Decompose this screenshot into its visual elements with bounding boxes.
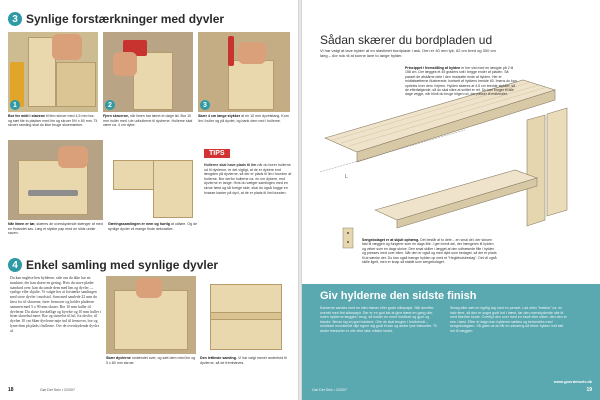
step-1-caption: Bor for midt i stavene til fem skruer med 4,5 mm bor, og sæt tile to pladser med lim og skruer 5½ x 60 mm. Til skruer samling skal du ikke bruge skuemærker. [8, 114, 98, 128]
step-3-photo [198, 32, 290, 112]
step-3-badge: 3 [200, 100, 210, 110]
page-number-left: 18 [8, 387, 14, 393]
tips-box [204, 142, 292, 195]
section-number-badge: 3 [8, 12, 22, 26]
section-4-heading [8, 258, 218, 272]
right-page-lead: Vi har valgt at lave hylder af en stavlimet bordplade i ask. Den er 40 mm tyk, 62 cm bred og 300 cm lang – dor nok til at kunne lave to lange hylder. [320, 48, 496, 58]
shelf-piece-top [375, 170, 537, 220]
section-4-body-text: Du kan naglese hen hylderne, side om du ikke har en maskine, der kan skære en gering. Hvis du stave plader standard over, kan du samle dem med lim og dyvler — synlige eller skjulte. Vi valgte her at forstærke samlingen med store dyvler i modstol. Som med samlede 22 mm du først for til skruerne, fører fremover og holder pladerne sammen med 5 x 90 mm skruer. Bor 10 mm huller til dyvlerne. Du skrue forskellige og byrelse og 10 mm huller i hvær skruehul mere. Bor og størrelse til lul, fra dovler, til dyvlen 10 cm Skær dyvlerne nøje ind til fremover, bor og lyme dem på plads i hullerne. Ovr de overskydende dyvler af. [10, 276, 101, 333]
tips-text: Hullerne skal have plads til lim når du borer hullerne ud til dyvlerne, er det vigtigt, at de er dybere end længden på dyvlerne, så der er plads til lim i bunden af hullerne. Bor derfor hullerne ca. en cm dybere, end dyvlerne er lange. Hvis du vælger samlingen med en skrue først og så forrige side, skal du også hugge en hvasse kanter på dyvl, at de er plads til limi bunden. [204, 163, 292, 195]
folio-right: Gør Det Selv • 2/2007 [312, 388, 348, 392]
folio-left: Gør Det Selv • 2/2007 [40, 388, 76, 392]
section-title: Synlige forstærkninger med dyvler [26, 12, 225, 26]
page-number-right: 19 [586, 387, 592, 393]
tips-label: TIPS [204, 149, 230, 158]
finish-column-1: Kanterne sandes med en slim-fræser eller grofe slibepapir. Slib derefter overalt med fint slibepapir. Der er en god idé at give træet en gang olie, inden hylderne lægges i brug, så holder en mere holdbart og gjort og blanke. Bevar sig en god holdemt. Olie de skal bruges i fuldbrendt – mindskel mundbeldt vilje egner sig godt til ask og andre lyse træsorter. Til andre træsorter er olie eller lakk måske bedst. [320, 306, 437, 333]
website-link[interactable]: www.goerdetselv.dk [553, 379, 592, 384]
saw-dowel-photo [8, 140, 103, 220]
step-2-photo [103, 32, 193, 112]
finish-column-2: Smøg eller sæt en rigelig lag med en pensel. Lad olien "trække" ca. en halv time, så den er suget godt ind i træet, før den overskydende olie tit med fiberfrie klude. Overflyt den over med en kludt eller sliber. den den er ens i tørst. Efter et døgn kan hylderne sættes og behandles med sengebolagsen. Så gisen at du får en økvaring så bliver hylden helt tæt ind til væggen. [450, 306, 567, 333]
step-2-caption: Fjern skruerne, når limen har tørret et døgn tid. Bor 10 mm huller med i de udhullerne til dyvlerne. Hullerne skal være ca. 4 cm dybe. [103, 114, 193, 128]
cleat-callout: Sengebolaget er at skjult ophæng. Det består af to dele – en smal del, der skruen fast til væggen og fungerer som en dags lille. I gen bredt del, der hængeres til hylden og virker som en dags skrive. Den smal skiller i lægget af den udfræsede fille i hylden og presses med over bllen. Når den er også og med dybt som bedaget, så der er plads til at sænke det. Du kan også hænge hylden op med et "Heglehulsbeslag". Det vil også skille ligelt, men er knap så stabilt som sengebolaget. [362, 238, 497, 265]
right-page-title: Sådan skærer du bordpladen ud [320, 33, 493, 47]
dimension-label-l: L [345, 174, 348, 180]
dowel-caption-2: Den lettieste samling. Vi har valgt mener anderhed til dyvlerne, så de fremhæves. [200, 356, 287, 365]
step-1-badge: 1 [10, 100, 20, 110]
principle-callout: Princippet i fremstilling af hylden er her vist med en længde på 2 til 158 cm. Der lægges et 45 graders snit i begge ender af pladen. Så passet de afskårne dele i den modsatte ende af hylden. Her er midtafsætterne illustrerede, bortsett af hyldens bredde 60. Imens du kan opdeles hver dem i lejrem. Hylden skæres at 4.5 cm bredde stykker, så de efterfølgende, så du skal sikre at snittet er ret. Du kan bruger til alle dage vegge, når blinit du bruge hilgen ud, der passer til materialet. [405, 66, 517, 97]
upright-board-1 [527, 115, 545, 226]
step-2-badge: 2 [105, 100, 115, 110]
section-title: Enkel samling med synlige dyvler [26, 258, 219, 272]
step-3-caption: Skær 4 cm lange stykker af en 10 mm dyvelstang. Kom lim i huller og på dyvler, og bank dem ned i hullerne. [198, 114, 289, 123]
dowel-joint-photo-1 [106, 276, 196, 354]
section-number-badge: 4 [8, 258, 22, 272]
cleat-detail [343, 228, 353, 248]
miter-joint-caption: Gæringssamlingen er nem og hurtig at udføre. Og de synlige dyvler vil mange finde dekorative. [108, 222, 198, 231]
section-3-heading [8, 12, 224, 26]
finish-title: Giv hylderne den sidste finish [320, 290, 477, 302]
dowel-joint-photo-2 [200, 276, 292, 354]
dowel-caption-1: Skær dyvlerne omlændet over, og sæt dem med lim og 5 x 80 mm skruer. [106, 356, 196, 365]
trim-dowel-caption: Når limen er tør, skæres de overskydende stænger af med en finlandet sav. Læg et stykke pap med en slids under saven. [8, 222, 103, 236]
miter-joint-photo [108, 140, 198, 220]
upright-board-2 [547, 108, 567, 216]
step-1-photo [8, 32, 98, 112]
